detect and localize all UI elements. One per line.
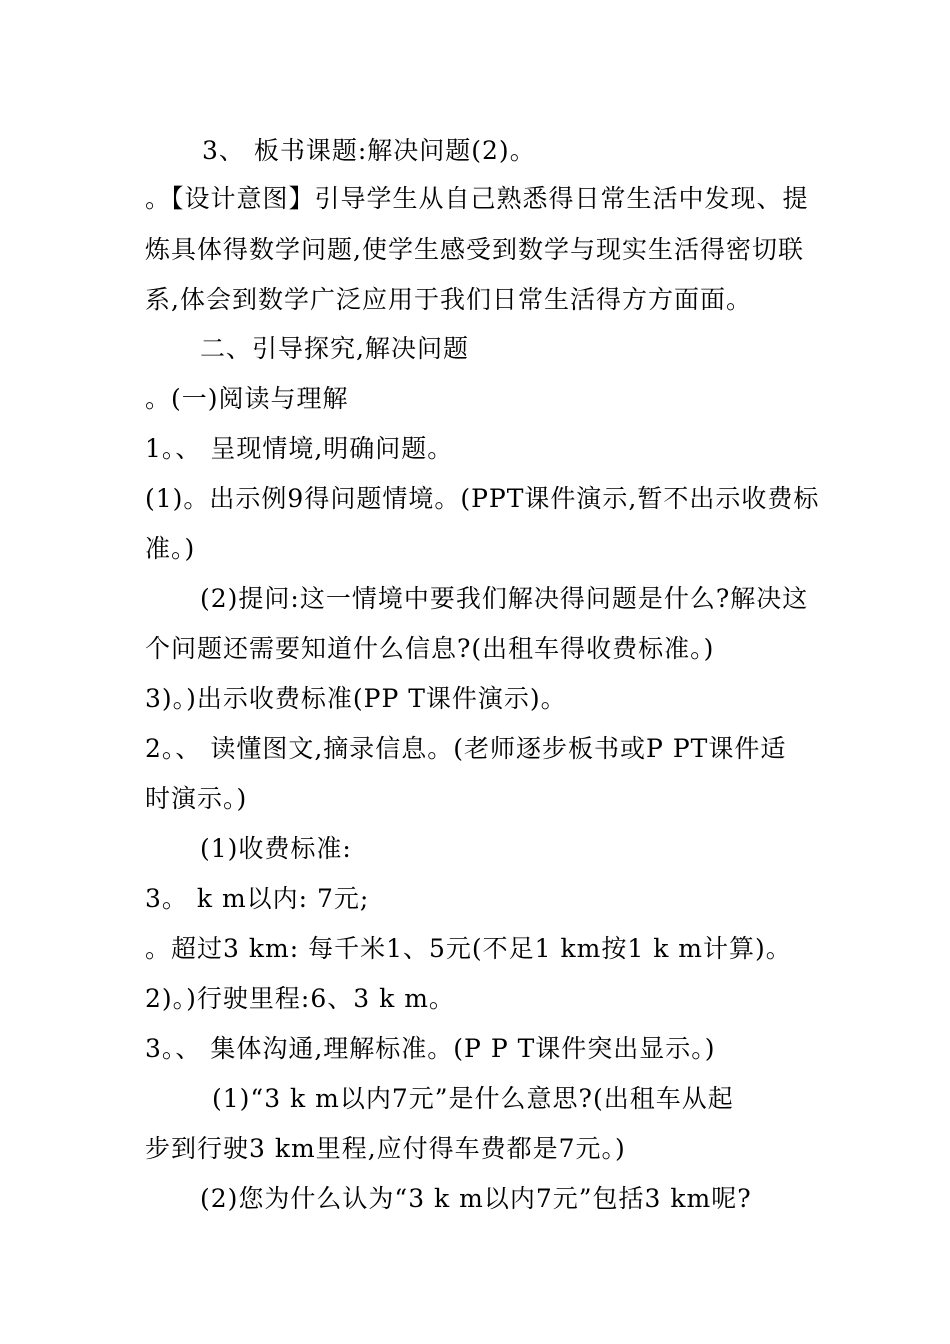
paragraph-line: 3、 板书课题:解决问题(2)。 xyxy=(202,136,536,165)
paragraph-line: 。超过3 km: 每千米1、5元(不足1 km按1 k m计算)。 xyxy=(145,934,792,963)
paragraph-line: 3)。)出示收费标准(PP T课件演示)。 xyxy=(145,684,567,713)
subsection-heading: 。(一)阅读与理解 xyxy=(145,384,349,413)
paragraph-line: 2)。)行驶里程:6、3 k m。 xyxy=(145,984,455,1013)
paragraph-line: 1。、 呈现情境,明确问题。 xyxy=(145,434,454,463)
paragraph-line: (2)提问:这一情境中要我们解决得问题是什么?解决这 xyxy=(200,584,809,613)
paragraph-line: (1)“3 k m以内7元”是什么意思?(出租车从起 xyxy=(212,1084,734,1113)
paragraph-line: (1)。出示例9得问题情境。(PPT课件演示,暂不出示收费标 xyxy=(145,484,820,513)
paragraph-line: 步到行驶3 km里程,应付得车费都是7元。) xyxy=(145,1134,626,1163)
paragraph-line: 3。、 集体沟通,理解标准。(P P T课件突出显示。) xyxy=(145,1034,716,1063)
paragraph-line: (1)收费标准: xyxy=(200,834,352,863)
paragraph-line: 。【设计意图】引导学生从自己熟悉得日常生活中发现、提 xyxy=(145,184,809,213)
paragraph-line: 准。) xyxy=(145,534,196,563)
paragraph-line: 炼具体得数学问题,使学生感受到数学与现实生活得密切联 xyxy=(145,235,804,264)
paragraph-line: 系,体会到数学广泛应用于我们日常生活得方方面面。 xyxy=(145,285,752,314)
paragraph-line: 3。 k m以内: 7元; xyxy=(145,884,370,913)
paragraph-line: (2)您为什么认为“3 k m以内7元”包括3 km呢? xyxy=(200,1184,752,1213)
paragraph-line: 2。、 读懂图文,摘录信息。(老师逐步板书或P PT课件适 xyxy=(145,734,787,763)
paragraph-line: 时演示。) xyxy=(145,784,248,813)
paragraph-line: 个问题还需要知道什么信息?(出租车得收费标准。) xyxy=(145,634,715,663)
section-heading: 二、引导探究,解决问题 xyxy=(200,334,469,363)
